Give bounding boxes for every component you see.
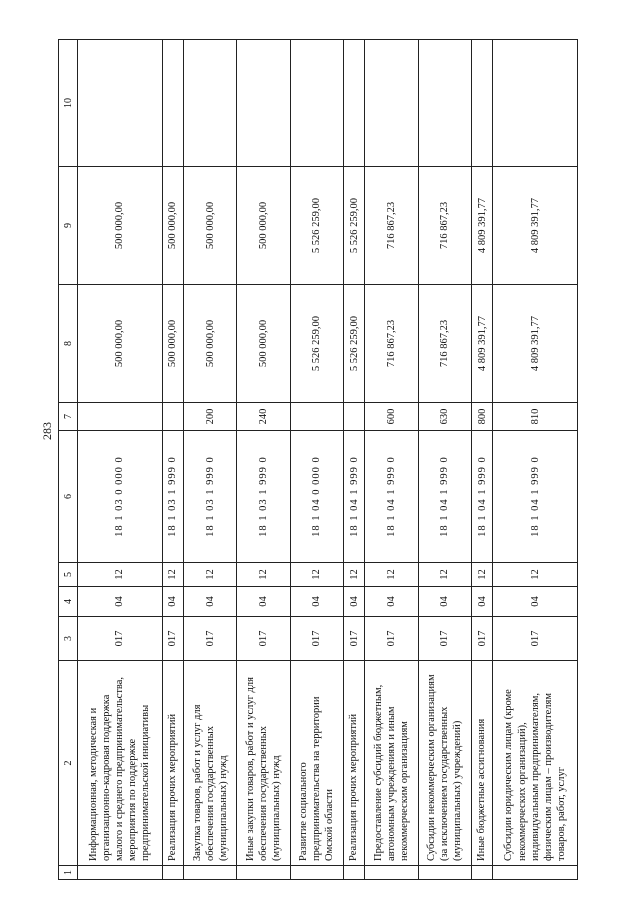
row-target-article-cell: 18 1 04 1 999 0 [493,431,578,563]
budget-table [58,39,578,880]
table-row [365,40,418,880]
table-row [343,40,365,880]
page-number: 283 [40,422,54,440]
row-col1-cell [237,866,290,880]
row-col1-cell [184,866,237,880]
row-target-article-cell: 18 1 04 1 999 0 [418,431,471,563]
row-col1-cell [290,866,343,880]
row-col1-cell [162,866,184,880]
row-subsection-cell: 12 [365,563,418,587]
row-target-article-cell: 18 1 04 0 000 0 [290,431,343,563]
row-section-cell: 04 [184,587,237,617]
row-amount-col8-cell: 500 000,00 [237,285,290,403]
row-amount-col9-cell: 4 809 391,77 [471,167,493,285]
row-admin-code-cell: 017 [493,617,578,661]
row-amount-col9-cell: 4 809 391,77 [493,167,578,285]
row-amount-col9-cell: 500 000,00 [184,167,237,285]
row-amount-col9-cell: 500 000,00 [162,167,184,285]
table-row [493,40,578,880]
row-admin-code-cell: 017 [471,617,493,661]
column-header-5: 5 [59,563,78,587]
row-name-cell: Реализация прочих мероприятий [343,661,365,866]
table-row [471,40,493,880]
row-target-article-cell: 18 1 03 1 999 0 [184,431,237,563]
row-col1-cell [365,866,418,880]
row-amount-col8-cell: 716 867,23 [418,285,471,403]
row-col1-cell [343,866,365,880]
row-section-cell: 04 [237,587,290,617]
row-section-cell: 04 [290,587,343,617]
row-col1-cell [471,866,493,880]
header-row [59,40,78,880]
row-amount-col8-cell: 500 000,00 [78,285,163,403]
row-expense-type-cell: 800 [471,403,493,431]
row-subsection-cell: 12 [290,563,343,587]
row-section-cell: 04 [343,587,365,617]
row-admin-code-cell: 017 [290,617,343,661]
row-name-cell: Иные бюджетные ассигнования [471,661,493,866]
row-amount-col9-cell: 500 000,00 [78,167,163,285]
row-amount-col10-cell [237,40,290,167]
row-amount-col10-cell [493,40,578,167]
row-name-cell: Иные закупки товаров, работ и услуг для обеспечения государственных (муниципальных) нужд [237,661,290,866]
column-header-6: 6 [59,431,78,563]
row-subsection-cell: 12 [237,563,290,587]
row-name-cell: Предоставление субсидий бюджетным, автономным учреждениям и иным некоммерческим организациям [365,661,418,866]
row-amount-col10-cell [365,40,418,167]
row-amount-col8-cell: 500 000,00 [184,285,237,403]
row-admin-code-cell: 017 [418,617,471,661]
row-amount-col10-cell [343,40,365,167]
row-name-cell: Реализация прочих мероприятий [162,661,184,866]
row-admin-code-cell: 017 [78,617,163,661]
row-expense-type-cell: 240 [237,403,290,431]
row-section-cell: 04 [471,587,493,617]
row-admin-code-cell: 017 [343,617,365,661]
row-target-article-cell: 18 1 03 1 999 0 [162,431,184,563]
row-subsection-cell: 12 [493,563,578,587]
row-amount-col10-cell [162,40,184,167]
row-subsection-cell: 12 [78,563,163,587]
row-admin-code-cell: 017 [365,617,418,661]
row-section-cell: 04 [78,587,163,617]
table-row [237,40,290,880]
row-amount-col8-cell: 5 526 259,00 [290,285,343,403]
row-amount-col9-cell: 5 526 259,00 [290,167,343,285]
row-amount-col10-cell [78,40,163,167]
row-section-cell: 04 [418,587,471,617]
row-amount-col8-cell: 4 809 391,77 [493,285,578,403]
row-expense-type-cell: 630 [418,403,471,431]
row-section-cell: 04 [162,587,184,617]
row-name-cell: Субсидии юридическим лицам (кроме некоммерческих организаций), индивидуальным предпринимателям, физическим лицам – производителям товаров, работ, услуг [493,661,578,866]
row-amount-col10-cell [471,40,493,167]
table-body [78,40,578,880]
row-amount-col10-cell [184,40,237,167]
row-amount-col9-cell: 716 867,23 [365,167,418,285]
row-admin-code-cell: 017 [184,617,237,661]
row-target-article-cell: 18 1 03 0 000 0 [78,431,163,563]
table-row [162,40,184,880]
row-target-article-cell: 18 1 04 1 999 0 [365,431,418,563]
row-subsection-cell: 12 [343,563,365,587]
row-amount-col10-cell [418,40,471,167]
table-row [184,40,237,880]
row-section-cell: 04 [493,587,578,617]
row-amount-col8-cell: 500 000,00 [162,285,184,403]
row-target-article-cell: 18 1 04 1 999 0 [471,431,493,563]
row-amount-col10-cell [290,40,343,167]
row-expense-type-cell: 810 [493,403,578,431]
row-expense-type-cell: 200 [184,403,237,431]
row-col1-cell [493,866,578,880]
row-name-cell: Развитие социального предпринимательства на территории Омской области [290,661,343,866]
column-header-8: 8 [59,285,78,403]
row-expense-type-cell [343,403,365,431]
row-name-cell: Субсидии некоммерческим организациям (за исключением государственных (муниципальных) учреждений) [418,661,471,866]
row-subsection-cell: 12 [184,563,237,587]
row-name-cell: Информационная, методическая и организационно-кадровая поддержка малого и среднего предпринимательства, мероприятия по поддержке предпринимательской инициативы [78,661,163,866]
row-target-article-cell: 18 1 04 1 999 0 [343,431,365,563]
row-amount-col9-cell: 716 867,23 [418,167,471,285]
row-subsection-cell: 12 [162,563,184,587]
table-row [418,40,471,880]
row-amount-col9-cell: 5 526 259,00 [343,167,365,285]
row-expense-type-cell: 600 [365,403,418,431]
row-section-cell: 04 [365,587,418,617]
table-row [290,40,343,880]
column-header-2: 2 [59,661,78,866]
row-subsection-cell: 12 [471,563,493,587]
row-amount-col8-cell: 4 809 391,77 [471,285,493,403]
row-col1-cell [78,866,163,880]
column-header-10: 10 [59,40,78,167]
row-target-article-cell: 18 1 03 1 999 0 [237,431,290,563]
row-expense-type-cell [78,403,163,431]
row-expense-type-cell [162,403,184,431]
row-admin-code-cell: 017 [237,617,290,661]
column-header-3: 3 [59,617,78,661]
row-amount-col8-cell: 716 867,23 [365,285,418,403]
column-header-1: 1 [59,866,78,880]
column-header-9: 9 [59,167,78,285]
column-header-7: 7 [59,403,78,431]
row-name-cell: Закупка товаров, работ и услуг для обеспечения государственных (муниципальных) нужд [184,661,237,866]
row-amount-col9-cell: 500 000,00 [237,167,290,285]
row-col1-cell [418,866,471,880]
row-subsection-cell: 12 [418,563,471,587]
row-amount-col8-cell: 5 526 259,00 [343,285,365,403]
rotated-budget-table [58,40,578,880]
table-row [78,40,163,880]
row-admin-code-cell: 017 [162,617,184,661]
row-expense-type-cell [290,403,343,431]
column-header-4: 4 [59,587,78,617]
